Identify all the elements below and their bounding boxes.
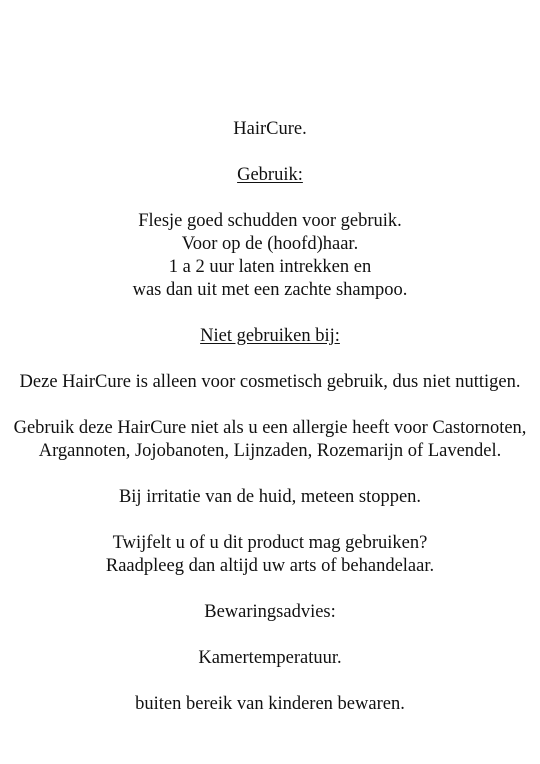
cosmetic-use-warning: Deze HairCure is alleen voor cosmetisch gebruik, dus niet nuttigen. — [19, 372, 521, 392]
usage-line: Flesje goed schudden voor gebruik. — [138, 211, 402, 231]
usage-line: was dan uit met een zachte shampoo. — [132, 280, 408, 300]
advice-line: Twijfelt u of u dit product mag gebruiken? — [112, 533, 428, 553]
storage-children-warning: buiten bereik van kinderen bewaren. — [135, 694, 405, 714]
consult-advice — [0, 532, 540, 578]
storage-heading: Bewaringsadvies: — [204, 602, 336, 622]
usage-line: Voor op de (hoofd)haar. — [181, 234, 359, 254]
allergy-warning: Gebruik deze HairCure niet als u een allergie heeft voor Castornoten, Argannoten, Jojobanoten, Lijnzaden, Rozemarijn of Lavendel. — [13, 418, 527, 461]
storage-temperature: Kamertemperatuur. — [198, 648, 342, 668]
warning-heading: Niet gebruiken bij: — [200, 326, 340, 346]
document-title: HairCure. — [233, 119, 307, 139]
usage-heading: Gebruik: — [237, 165, 303, 185]
usage-line: 1 a 2 uur laten intrekken en — [168, 257, 372, 277]
advice-line: Raadpleeg dan altijd uw arts of behandelaar. — [105, 556, 435, 576]
usage-instructions — [0, 210, 540, 302]
document-page — [0, 118, 540, 739]
irritation-warning: Bij irritatie van de huid, meteen stoppen. — [118, 487, 422, 507]
